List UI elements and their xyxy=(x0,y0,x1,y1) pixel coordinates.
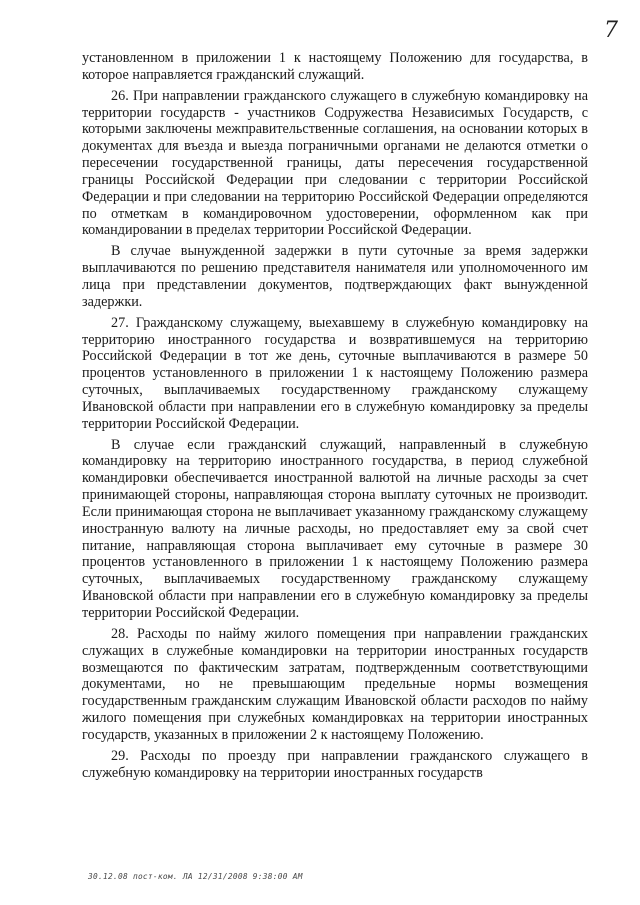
footer-stamp: 30.12.08 пост-ком. ЛА 12/31/2008 9:38:00 AM xyxy=(88,872,303,881)
paragraph-26-delay: В случае вынужденной задержки в пути суточные за время задержки выплачиваются по решению представителя нанимателя или уполномоченного им лица при представлении документов, подтверждающих факт вынужденной задержки. xyxy=(82,243,588,310)
paragraph-27-currency: В случае если гражданский служащий, направленный в служебную командировку на территорию иностранного государства, в период служебной командировки обеспечивается иностранной валютой на личные расходы за счет принимающей стороны, направляющая сторона выплату суточных не производит. Если принимающая сторона не выплачивает указанному гражданскому служащему иностранную валюту на личные расходы, но предоставляет ему за свой счет питание, направляющая сторона выплачивает ему суточные в размере 30 процентов установленного в приложении 1 к настоящему Положению размера суточных, выплачиваемых государственному гражданскому служащему Ивановской области при направлении его в служебную командировку за пределы территории Российской Федерации. xyxy=(82,436,588,621)
page-number: 7 xyxy=(604,18,618,43)
paragraph-continuation: установленном в приложении 1 к настоящему Положению для государства, в которое направляется гражданский служащий. xyxy=(82,50,588,83)
paragraph-29: 29. Расходы по проезду при направлении гражданского служащего в служебную командировку на территории иностранных государств xyxy=(82,747,588,781)
paragraph-26: 26. При направлении гражданского служащего в служебную командировку на территории государств - участников Содружества Независимых Государств, с которыми заключены межправительственные соглашения, на основании которых в документах для въезда и выезда пограничными органами не делаются отметки о пересечении государственной границы, даты пересечения государственной границы Российской Федерации при следовании с территории Российской Федерации и при следовании на территорию Российской Федерации определяются по отметкам в командировочном удостоверении, оформленном как при командировании в пределах территории Российской Федерации. xyxy=(82,87,588,239)
paragraph-27: 27. Гражданскому служащему, выехавшему в служебную командировку на территорию иностранного государства и возвратившемуся на территорию Российской Федерации в тот же день, суточные выплачиваются в размере 50 процентов установленного в приложении 1 к настоящему Положению размера суточных, выплачиваемых государственному гражданскому служащему Ивановской области при направлении его в служебную командировку за пределы территории Российской Федерации. xyxy=(82,314,588,432)
paragraph-28: 28. Расходы по найму жилого помещения при направлении гражданских служащих в служебные командировки на территории иностранных государств возмещаются по фактическим затратам, подтвержденным соответствующими документами, но не превышающим предельные нормы возмещения государственным гражданским служащим Ивановской области расходов по найму жилого помещения при служебных командировках на территории иностранных государств, указанных в приложении 2 к настоящему Положению. xyxy=(82,625,588,743)
document-body xyxy=(82,50,588,785)
